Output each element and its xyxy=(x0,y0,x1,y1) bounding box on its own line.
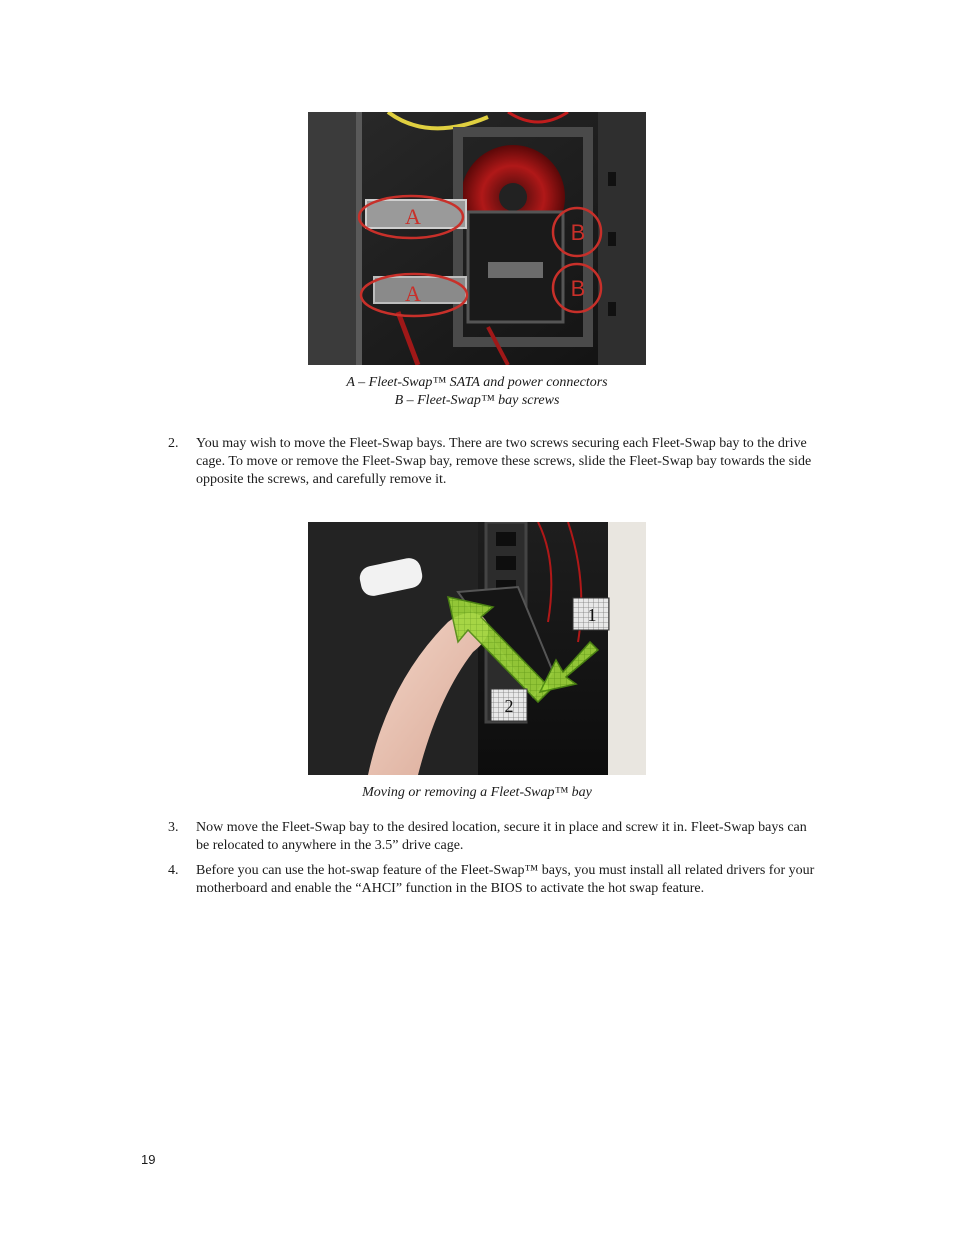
figure1-caption-line1: A – Fleet-Swap™ SATA and power connectors xyxy=(346,375,608,390)
fleet-swap-bay-photo xyxy=(308,112,646,365)
step-number: 4. xyxy=(168,863,179,878)
figure2-caption: Moving or removing a Fleet-Swap™ bay xyxy=(362,785,592,800)
step-1-label: 1 xyxy=(587,605,597,625)
page-number: 19 xyxy=(141,1152,156,1167)
annotation-a1-label: A xyxy=(405,204,421,229)
remove-fleet-swap-bay-photo xyxy=(308,522,646,775)
step-2-label: 2 xyxy=(504,696,514,716)
step-text: You may wish to move the Fleet-Swap bays. There are two screws securing each Fleet-Swap bay to the drive cage. To move or remove the Fleet-Swap bay, remove these screws, slide the Fleet-Swap bay towards the side opposite the screws, and carefully remove it. xyxy=(196,436,812,487)
step-text: Now move the Fleet-Swap bay to the desired location, secure it in place and screw it in. Fleet-Swap bays can be relocated to anywhere in the 3.5” drive cage. xyxy=(196,820,807,853)
step-3 xyxy=(168,819,818,855)
step-text: Before you can use the hot-swap feature of the Fleet-Swap™ bays, you must install all related drivers for your motherboard and enable the “AHCI” function in the BIOS to activate the hot swap feature. xyxy=(196,863,815,896)
annotation-a2-label: A xyxy=(405,281,421,306)
annotation-b1-label: B xyxy=(570,220,586,245)
step-number: 2. xyxy=(168,436,179,451)
figure1-caption-line2: B – Fleet-Swap™ bay screws xyxy=(394,393,560,408)
step-2 xyxy=(168,435,818,489)
fleet-swap-bay-illustration xyxy=(308,112,646,365)
remove-fleet-swap-bay-illustration xyxy=(308,522,646,775)
step-4 xyxy=(168,862,818,898)
step-number: 3. xyxy=(168,820,179,835)
annotation-b2-label: B xyxy=(570,276,586,301)
